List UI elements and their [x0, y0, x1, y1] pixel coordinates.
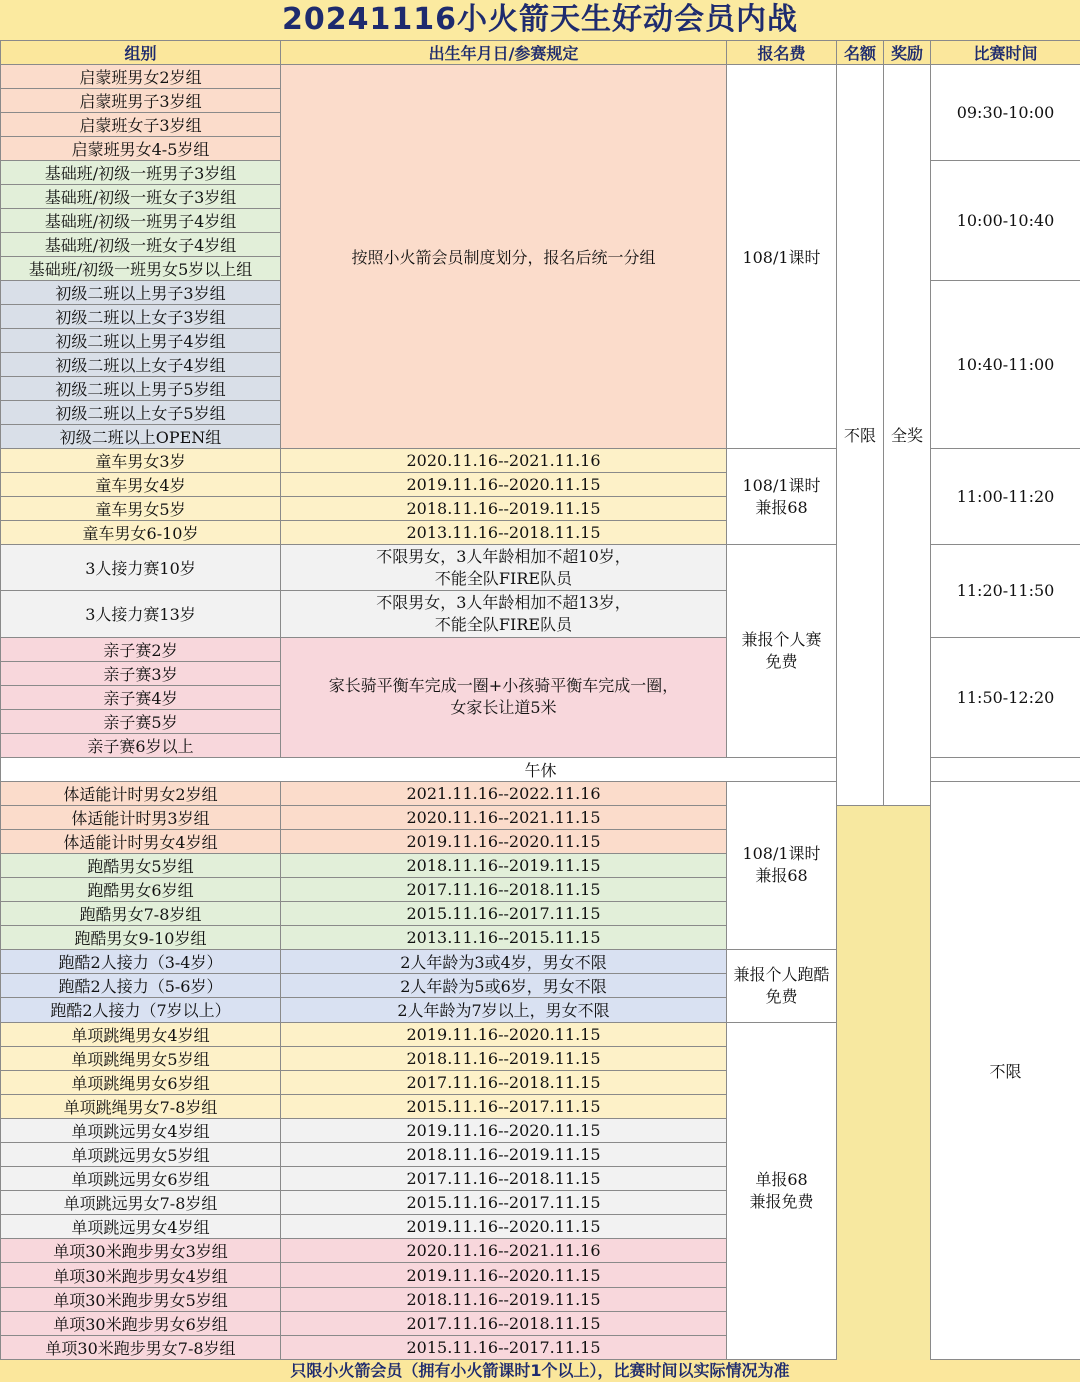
group-cell: 跑酷2人接力（7岁以上）	[1, 998, 281, 1022]
header-quota: 名额	[837, 41, 884, 65]
rule-cell: 2019.11.16--2020.11.15	[281, 1118, 727, 1142]
table-row	[1, 1094, 1080, 1118]
table-row	[1, 1046, 1080, 1070]
header-fee: 报名费	[727, 41, 837, 65]
group-cell: 单项跳远男女4岁组	[1, 1118, 281, 1142]
rule-cell: 2015.11.16--2017.11.15	[281, 902, 727, 926]
group-cell: 启蒙班男女2岁组	[1, 65, 281, 89]
group-cell: 基础班/初级一班女子4岁组	[1, 233, 281, 257]
group-cell: 初级二班以上男子5岁组	[1, 377, 281, 401]
table-row	[1, 1311, 1080, 1335]
rule-cell: 2017.11.16--2018.11.15	[281, 1070, 727, 1094]
rule-cell: 2013.11.16--2018.11.15	[281, 521, 727, 545]
group-cell: 启蒙班男女4-5岁组	[1, 137, 281, 161]
footer-note: 只限小火箭会员（拥有小火箭课时1个以上），比赛时间以实际情况为准	[0, 1360, 1080, 1382]
rule-cell: 2020.11.16--2021.11.16	[281, 449, 727, 473]
group-cell: 童车男女6-10岁	[1, 521, 281, 545]
rule-cell: 2019.11.16--2020.11.15	[281, 473, 727, 497]
rule-cell: 2018.11.16--2019.11.15	[281, 1287, 727, 1311]
rule-cell-line: 不限男女，3人年龄相加不超13岁，	[281, 592, 726, 614]
time-cell: 11:50-12:20	[931, 637, 1080, 757]
group-cell: 亲子赛2岁	[1, 637, 281, 661]
group-cell: 单项跳绳男女6岁组	[1, 1070, 281, 1094]
header-reward: 奖励	[884, 41, 931, 65]
group-cell: 跑酷2人接力（3-4岁）	[1, 950, 281, 974]
group-cell: 单项30米跑步男女4岁组	[1, 1263, 281, 1287]
fee-cell	[727, 545, 837, 758]
fee-cell-line: 108/1课时	[727, 475, 836, 497]
fee-cell	[727, 781, 837, 950]
rule-cell	[281, 591, 727, 637]
rule-cell: 2019.11.16--2020.11.15	[281, 829, 727, 853]
group-cell: 启蒙班女子3岁组	[1, 113, 281, 137]
group-cell: 基础班/初级一班男子4岁组	[1, 209, 281, 233]
group-cell: 童车男女4岁	[1, 473, 281, 497]
rule-cell-line: 不能全队FIRE队员	[281, 568, 726, 590]
group-cell: 单项跳绳男女4岁组	[1, 1022, 281, 1046]
rule-cell: 2017.11.16--2018.11.15	[281, 1167, 727, 1191]
table-row	[1, 65, 1080, 89]
table-row	[1, 757, 1080, 781]
fee-cell: 108/1课时	[727, 65, 837, 449]
group-cell: 亲子赛3岁	[1, 661, 281, 685]
fee-cell-line: 兼报个人赛	[727, 629, 836, 651]
rule-cell: 2019.11.16--2020.11.15	[281, 1263, 727, 1287]
table-row	[1, 926, 1080, 950]
rule-cell: 2018.11.16--2019.11.15	[281, 1046, 727, 1070]
group-cell: 亲子赛6岁以上	[1, 733, 281, 757]
time-cell: 10:40-11:00	[931, 281, 1080, 449]
fee-cell-line: 兼报个人跑酷	[727, 964, 836, 986]
group-cell: 基础班/初级一班女子3岁组	[1, 185, 281, 209]
fee-cell	[727, 1022, 837, 1359]
group-cell: 初级二班以上女子3岁组	[1, 305, 281, 329]
rule-cell	[281, 545, 727, 591]
table-row	[1, 1167, 1080, 1191]
rule-cell: 2017.11.16--2018.11.15	[281, 1311, 727, 1335]
group-cell: 亲子赛5岁	[1, 709, 281, 733]
fee-cell-line: 兼报68	[727, 497, 836, 519]
group-cell: 基础班/初级一班男子3岁组	[1, 161, 281, 185]
header-group: 组别	[1, 41, 281, 65]
table-row	[1, 1191, 1080, 1215]
table-row	[1, 1287, 1080, 1311]
fee-cell-line: 免费	[727, 986, 836, 1008]
group-cell: 单项30米跑步男女3岁组	[1, 1239, 281, 1263]
group-cell: 单项跳远男女7-8岁组	[1, 1191, 281, 1215]
group-cell: 童车男女3岁	[1, 449, 281, 473]
table-row	[1, 1215, 1080, 1239]
table-row	[1, 1239, 1080, 1263]
group-cell: 童车男女5岁	[1, 497, 281, 521]
rule-cell: 2015.11.16--2017.11.15	[281, 1094, 727, 1118]
group-cell: 亲子赛4岁	[1, 685, 281, 709]
rule-cell: 2018.11.16--2019.11.15	[281, 1143, 727, 1167]
group-cell: 初级二班以上OPEN组	[1, 425, 281, 449]
fee-cell-line: 兼报68	[727, 865, 836, 887]
page-title: 20241116小火箭天生好动会员内战	[0, 0, 1080, 40]
group-cell: 体适能计时男3岁组	[1, 805, 281, 829]
rule-cell: 2人年龄为7岁以上，男女不限	[281, 998, 727, 1022]
table-row	[1, 1118, 1080, 1142]
table-row	[1, 853, 1080, 877]
group-cell: 单项30米跑步男女5岁组	[1, 1287, 281, 1311]
table-row	[1, 877, 1080, 901]
header-rule: 出生年月日/参赛规定	[281, 41, 727, 65]
group-cell: 跑酷男女6岁组	[1, 877, 281, 901]
table-row	[1, 998, 1080, 1022]
rule-cell: 按照小火箭会员制度划分，报名后统一分组	[281, 65, 727, 449]
rule-cell: 2020.11.16--2021.11.15	[281, 805, 727, 829]
group-cell: 单项跳远男女5岁组	[1, 1143, 281, 1167]
table-row	[1, 1335, 1080, 1359]
table-row	[1, 1070, 1080, 1094]
header-row	[1, 41, 1080, 65]
table-row	[1, 829, 1080, 853]
rule-cell: 2人年龄为5或6岁，男女不限	[281, 974, 727, 998]
schedule-table	[0, 40, 1080, 1360]
time-cell: 09:30-10:00	[931, 65, 1080, 161]
header-time: 比赛时间	[931, 41, 1080, 65]
rule-cell: 2015.11.16--2017.11.15	[281, 1191, 727, 1215]
quota-cell: 不限	[837, 65, 884, 806]
rule-cell: 2013.11.16--2015.11.15	[281, 926, 727, 950]
group-cell: 单项30米跑步男女6岁组	[1, 1311, 281, 1335]
table-row	[1, 1263, 1080, 1287]
group-cell: 单项跳绳男女5岁组	[1, 1046, 281, 1070]
reward-cell: 全奖	[884, 65, 931, 806]
group-cell: 单项跳绳男女7-8岁组	[1, 1094, 281, 1118]
group-cell: 跑酷2人接力（5-6岁）	[1, 974, 281, 998]
group-cell: 单项跳远男女6岁组	[1, 1167, 281, 1191]
rule-cell: 2人年龄为3或4岁，男女不限	[281, 950, 727, 974]
rule-cell: 2019.11.16--2020.11.15	[281, 1215, 727, 1239]
rule-cell: 2017.11.16--2018.11.15	[281, 877, 727, 901]
group-cell: 单项30米跑步男女7-8岁组	[1, 1335, 281, 1359]
table-row	[1, 1143, 1080, 1167]
lunch-break: 午休	[1, 757, 1080, 781]
table-row	[1, 805, 1080, 829]
group-cell: 3人接力赛10岁	[1, 545, 281, 591]
quota-cell: 不限	[931, 781, 1080, 1359]
fee-cell	[727, 449, 837, 545]
fee-cell-line: 108/1课时	[727, 843, 836, 865]
group-cell: 跑酷男女5岁组	[1, 853, 281, 877]
time-cell: 11:20-11:50	[931, 545, 1080, 638]
rule-cell	[281, 637, 727, 757]
group-cell: 基础班/初级一班男女5岁以上组	[1, 257, 281, 281]
rule-cell-line: 不能全队FIRE队员	[281, 614, 726, 636]
fee-cell	[727, 950, 837, 1022]
fee-cell-line: 兼报免费	[727, 1191, 836, 1213]
rule-cell-line: 女家长让道5米	[281, 697, 726, 719]
rule-cell: 2018.11.16--2019.11.15	[281, 853, 727, 877]
rule-cell-line: 家长骑平衡车完成一圈+小孩骑平衡车完成一圈，	[281, 675, 726, 697]
table-row	[1, 1022, 1080, 1046]
fee-cell-line: 单报68	[727, 1169, 836, 1191]
rule-cell: 2020.11.16--2021.11.16	[281, 1239, 727, 1263]
group-cell: 初级二班以上男子4岁组	[1, 329, 281, 353]
time-cell: 10:00-10:40	[931, 161, 1080, 281]
table-row	[1, 974, 1080, 998]
group-cell: 初级二班以上女子5岁组	[1, 401, 281, 425]
rule-cell: 2015.11.16--2017.11.15	[281, 1335, 727, 1359]
group-cell: 跑酷男女7-8岁组	[1, 902, 281, 926]
group-cell: 体适能计时男女2岁组	[1, 781, 281, 805]
fee-cell-line: 免费	[727, 651, 836, 673]
rule-cell-line: 不限男女，3人年龄相加不超10岁，	[281, 546, 726, 568]
rule-cell: 2019.11.16--2020.11.15	[281, 1022, 727, 1046]
table-row	[1, 902, 1080, 926]
rule-cell: 2018.11.16--2019.11.15	[281, 497, 727, 521]
group-cell: 体适能计时男女4岁组	[1, 829, 281, 853]
rule-cell: 2021.11.16--2022.11.16	[281, 781, 727, 805]
group-cell: 跑酷男女9-10岁组	[1, 926, 281, 950]
group-cell: 初级二班以上男子3岁组	[1, 281, 281, 305]
group-cell: 单项跳远男女4岁组	[1, 1215, 281, 1239]
group-cell: 3人接力赛13岁	[1, 591, 281, 637]
time-cell: 11:00-11:20	[931, 449, 1080, 545]
group-cell: 启蒙班男子3岁组	[1, 89, 281, 113]
group-cell: 初级二班以上女子4岁组	[1, 353, 281, 377]
table-row	[1, 950, 1080, 974]
